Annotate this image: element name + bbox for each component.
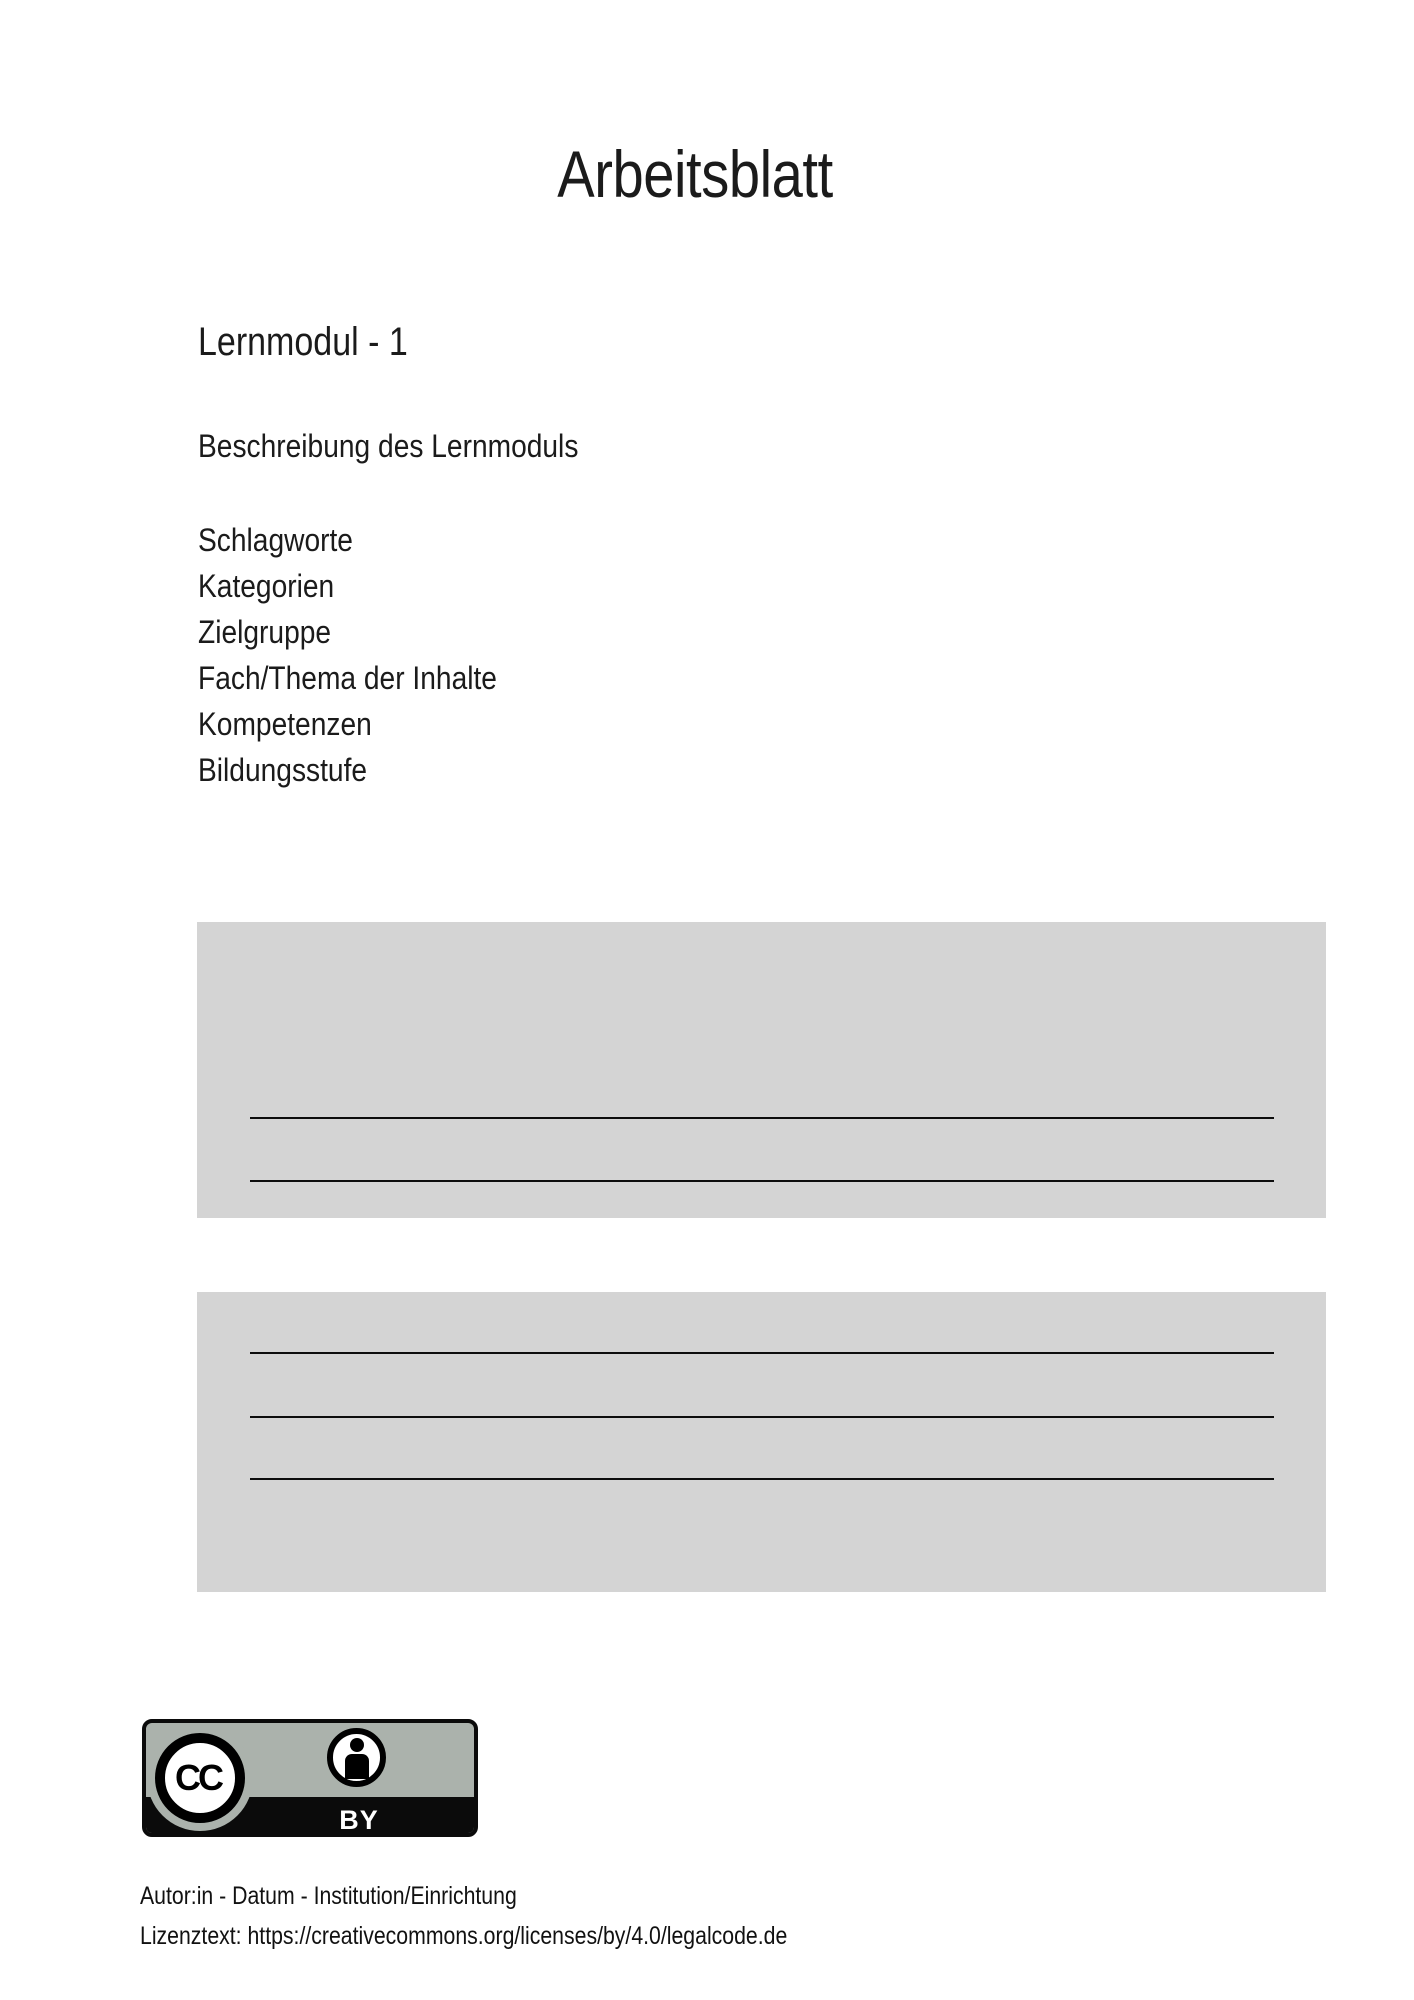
meta-item-schlagworte: Schlagworte [198, 522, 353, 558]
by-label: BY [339, 1805, 379, 1835]
page-title: Arbeitsblatt [557, 137, 833, 211]
module-description-label: Beschreibung des Lernmoduls [198, 428, 579, 464]
meta-item-fach-thema: Fach/Thema der Inhalte [198, 660, 497, 696]
module-heading: Lernmodul - 1 [198, 320, 408, 364]
writing-line [250, 1180, 1274, 1182]
meta-item-kompetenzen: Kompetenzen [198, 706, 372, 742]
author-line: Autor:in - Datum - Institution/Einrichtung [140, 1882, 517, 1910]
module-meta-list [198, 517, 497, 793]
meta-item-zielgruppe: Zielgruppe [198, 614, 332, 650]
attribution-person-icon [327, 1728, 386, 1787]
answer-box-1 [197, 922, 1326, 1218]
answer-box-2 [197, 1292, 1326, 1592]
meta-item-bildungsstufe: Bildungsstufe [198, 752, 368, 788]
writing-line [250, 1478, 1274, 1480]
writing-line [250, 1416, 1274, 1418]
writing-line [250, 1117, 1274, 1119]
cc-icon [155, 1733, 245, 1823]
cc-by-license-badge [142, 1719, 478, 1837]
license-text-line: Lizenztext: https://creativecommons.org/licenses/by/4.0/legalcode.de [140, 1922, 788, 1950]
cc-label: CC [175, 1757, 221, 1798]
writing-line [250, 1352, 1274, 1354]
meta-item-kategorien: Kategorien [198, 568, 335, 604]
license-footer [140, 1876, 787, 1956]
